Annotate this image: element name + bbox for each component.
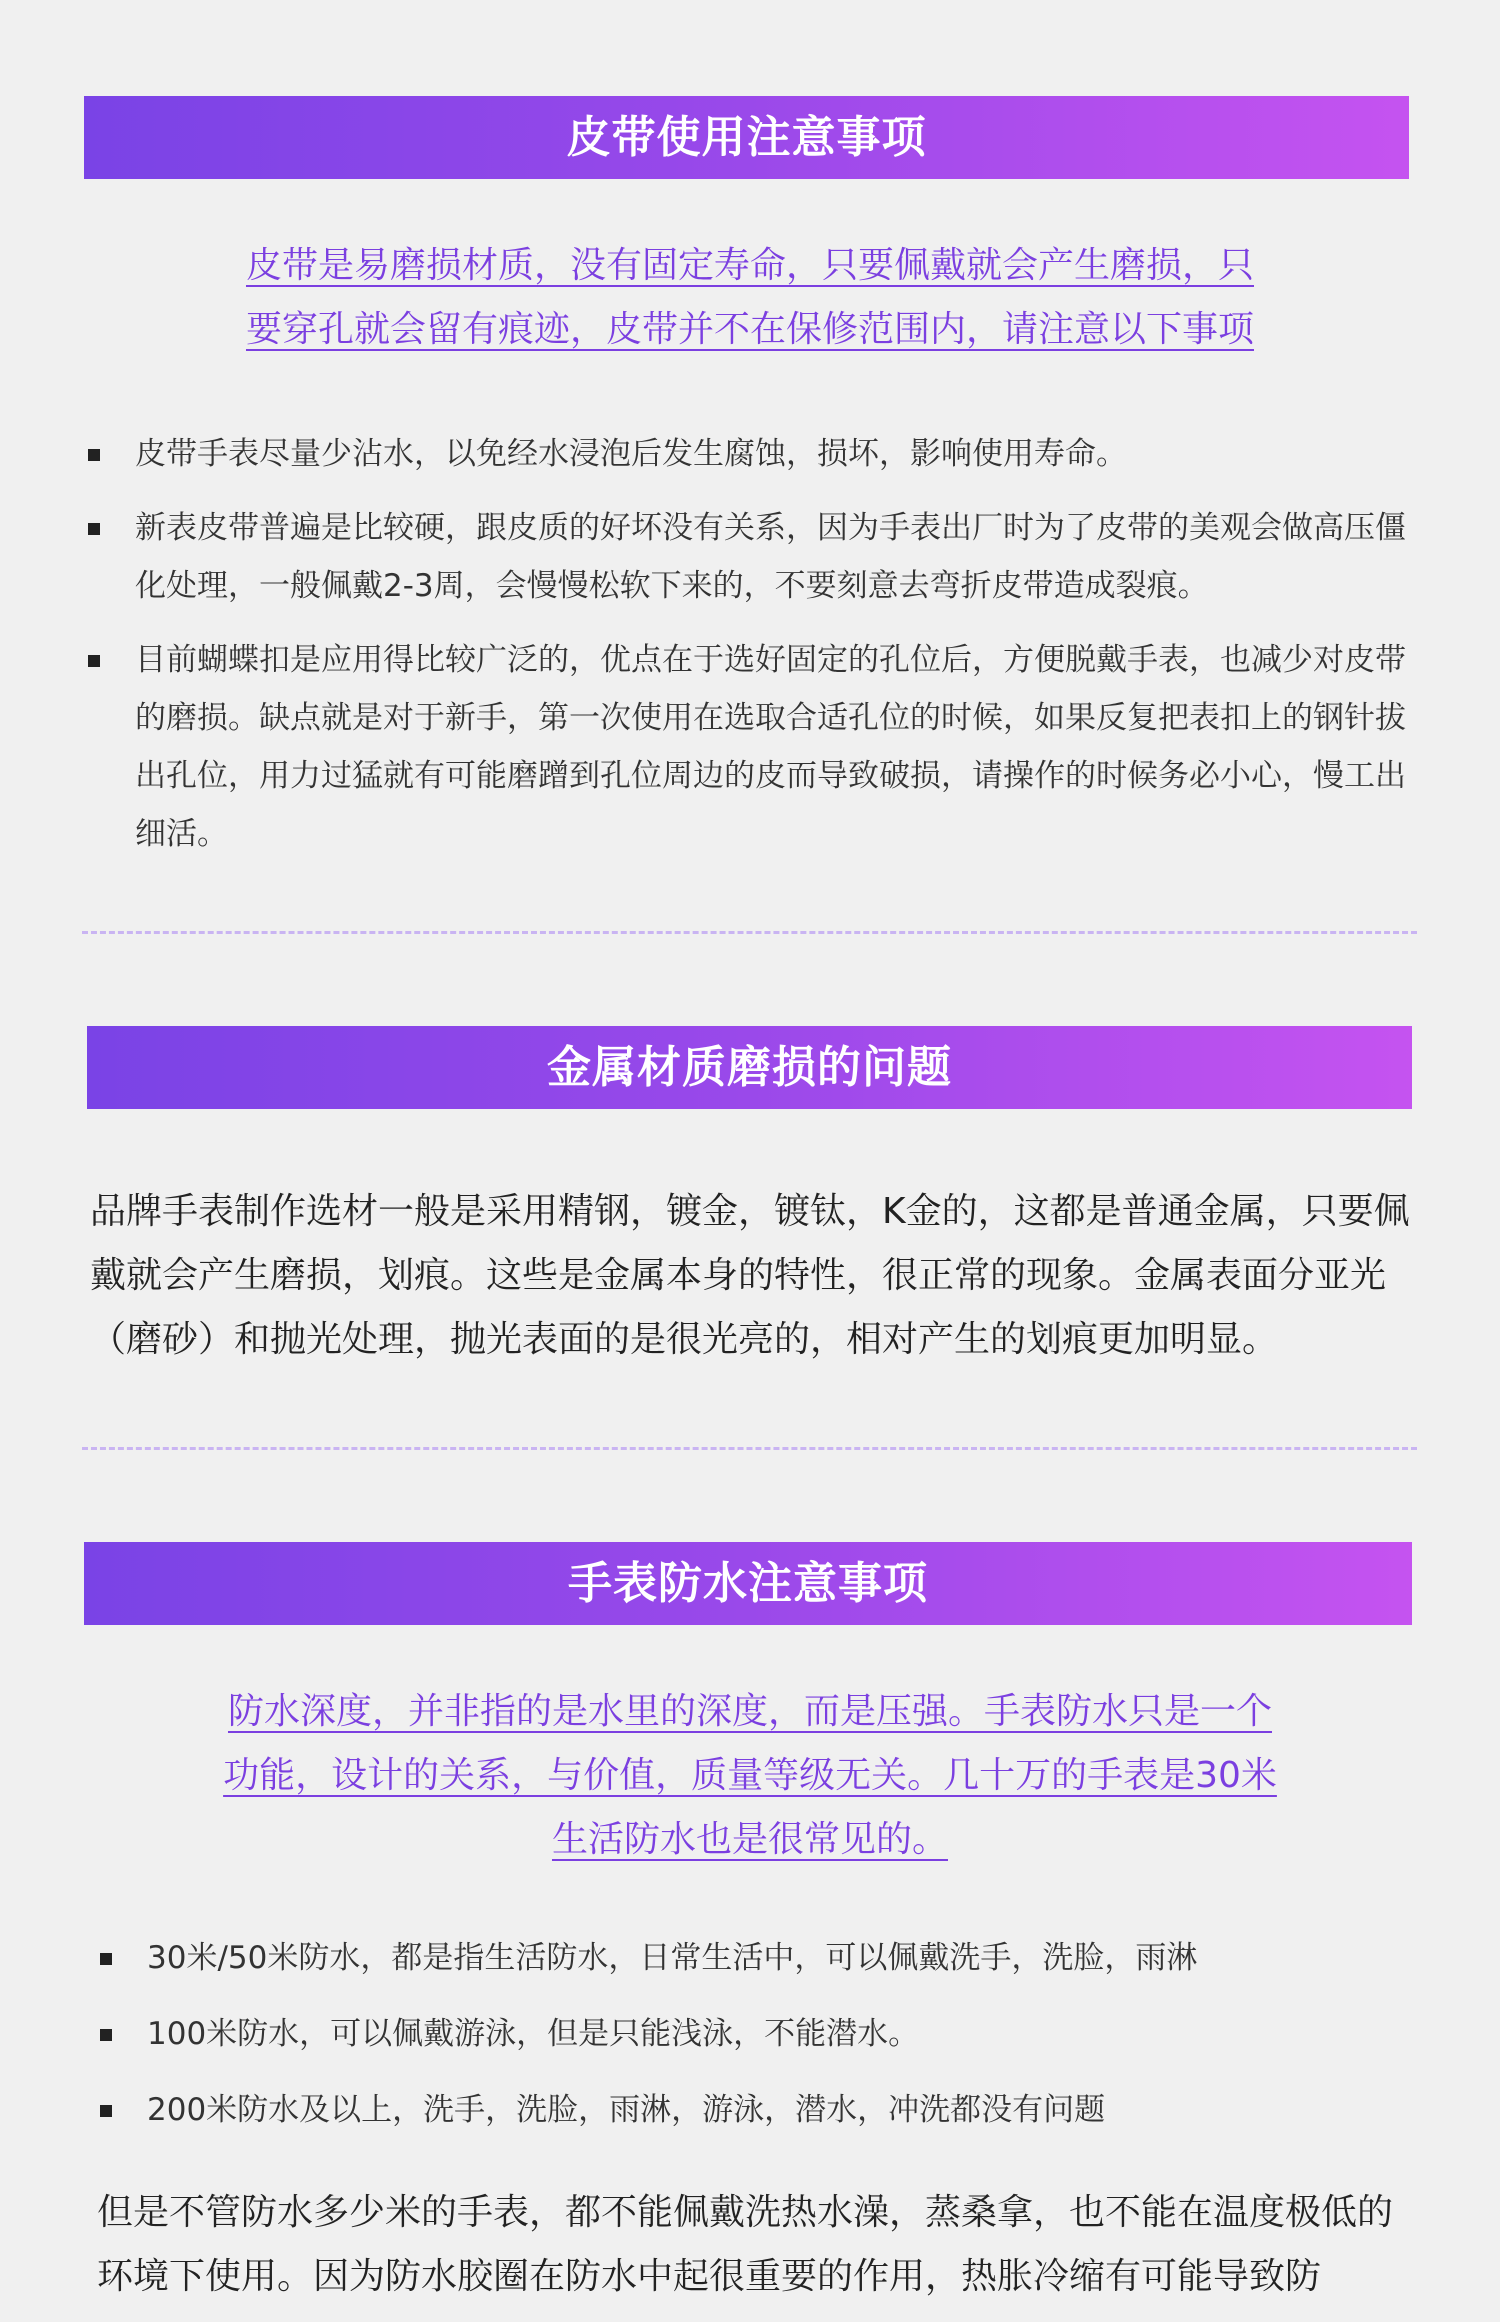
lead-line: 防水深度，并非指的是水里的深度，而是压强。手表防水只是一个 xyxy=(227,1691,1272,1732)
strap-care-list xyxy=(85,425,1425,863)
section-divider xyxy=(82,1447,1417,1450)
list-item xyxy=(85,631,1425,863)
list-item-text: 新表皮带普遍是比较硬，跟皮质的好坏没有关系，因为手表出厂时为了皮带的美观会做高压僵化处理，一般佩戴2-3周，会慢慢松软下来的，不要刻意去弯折皮带造成裂痕。 xyxy=(135,510,1406,604)
list-item-text: 30米/50米防水，都是指生活防水，日常生活中，可以佩戴洗手，洗脸，雨淋 xyxy=(147,1940,1198,1976)
list-item-text: 目前蝴蝶扣是应用得比较广泛的，优点在于选好固定的孔位后，方便脱戴手表，也减少对皮带的磨损。缺点就是对于新手，第一次使用在选取合适孔位的时候，如果反复把表扣上的钢针拔出孔位，用力过猛就有可能磨蹭到孔位周边的皮而导致破损，请操作的时候务必小心，慢工出细活。 xyxy=(135,642,1406,852)
waterproof-warning-paragraph: 但是不管防水多少米的手表，都不能佩戴洗热水澡，蒸桑拿，也不能在温度极低的环境下使用。因为防水胶圈在防水中起很重要的作用，热胀冷缩有可能导致防 xyxy=(97,2192,1394,2297)
waterproof-list xyxy=(97,1929,1437,2139)
lead-line: 功能，设计的关系，与价值，质量等级无关。几十万的手表是30米 xyxy=(223,1755,1277,1796)
section-title: 皮带使用注意事项 xyxy=(566,112,927,163)
section-banner-strap xyxy=(84,96,1409,179)
list-item xyxy=(85,499,1425,615)
section-title: 手表防水注意事项 xyxy=(568,1558,928,1609)
waterproof-lead-text xyxy=(150,1680,1350,1872)
square-bullet-icon xyxy=(100,1953,112,1965)
lead-line: 皮带是易磨损材质，没有固定寿命，只要佩戴就会产生磨损，只 xyxy=(245,245,1254,286)
square-bullet-icon xyxy=(88,523,100,535)
list-item xyxy=(85,425,1425,483)
lead-line: 要穿孔就会留有痕迹，皮带并不在保修范围内，请注意以下事项 xyxy=(245,309,1254,350)
metal-wear-paragraph: 品牌手表制作选材一般是采用精钢，镀金，镀钛，K金的，这都是普通金属，只要佩戴就会产生磨损，划痕。这些是金属本身的特性，很正常的现象。金属表面分亚光（磨砂）和抛光处理，抛光表面的是很光亮的，相对产生的划痕更加明显。 xyxy=(90,1191,1410,1360)
square-bullet-icon xyxy=(88,655,100,667)
square-bullet-icon xyxy=(100,2029,112,2041)
list-item xyxy=(97,1929,1437,1987)
lead-line: 生活防水也是很常见的。 xyxy=(551,1819,948,1860)
list-item-text: 100米防水，可以佩戴游泳，但是只能浅泳，不能潜水。 xyxy=(147,2016,920,2052)
list-item xyxy=(97,2005,1437,2063)
section-banner-waterproof xyxy=(84,1542,1412,1625)
section-banner-metal xyxy=(87,1026,1412,1109)
section-title: 金属材质磨损的问题 xyxy=(547,1042,952,1093)
strap-lead-text xyxy=(150,234,1350,362)
list-item xyxy=(97,2081,1437,2139)
square-bullet-icon xyxy=(88,449,100,461)
section-divider xyxy=(82,931,1417,934)
list-item-text: 200米防水及以上，洗手，洗脸，雨淋，游泳，潜水，冲洗都没有问题 xyxy=(147,2092,1106,2128)
list-item-text: 皮带手表尽量少沾水，以免经水浸泡后发生腐蚀，损坏，影响使用寿命。 xyxy=(135,436,1127,472)
square-bullet-icon xyxy=(100,2105,112,2117)
